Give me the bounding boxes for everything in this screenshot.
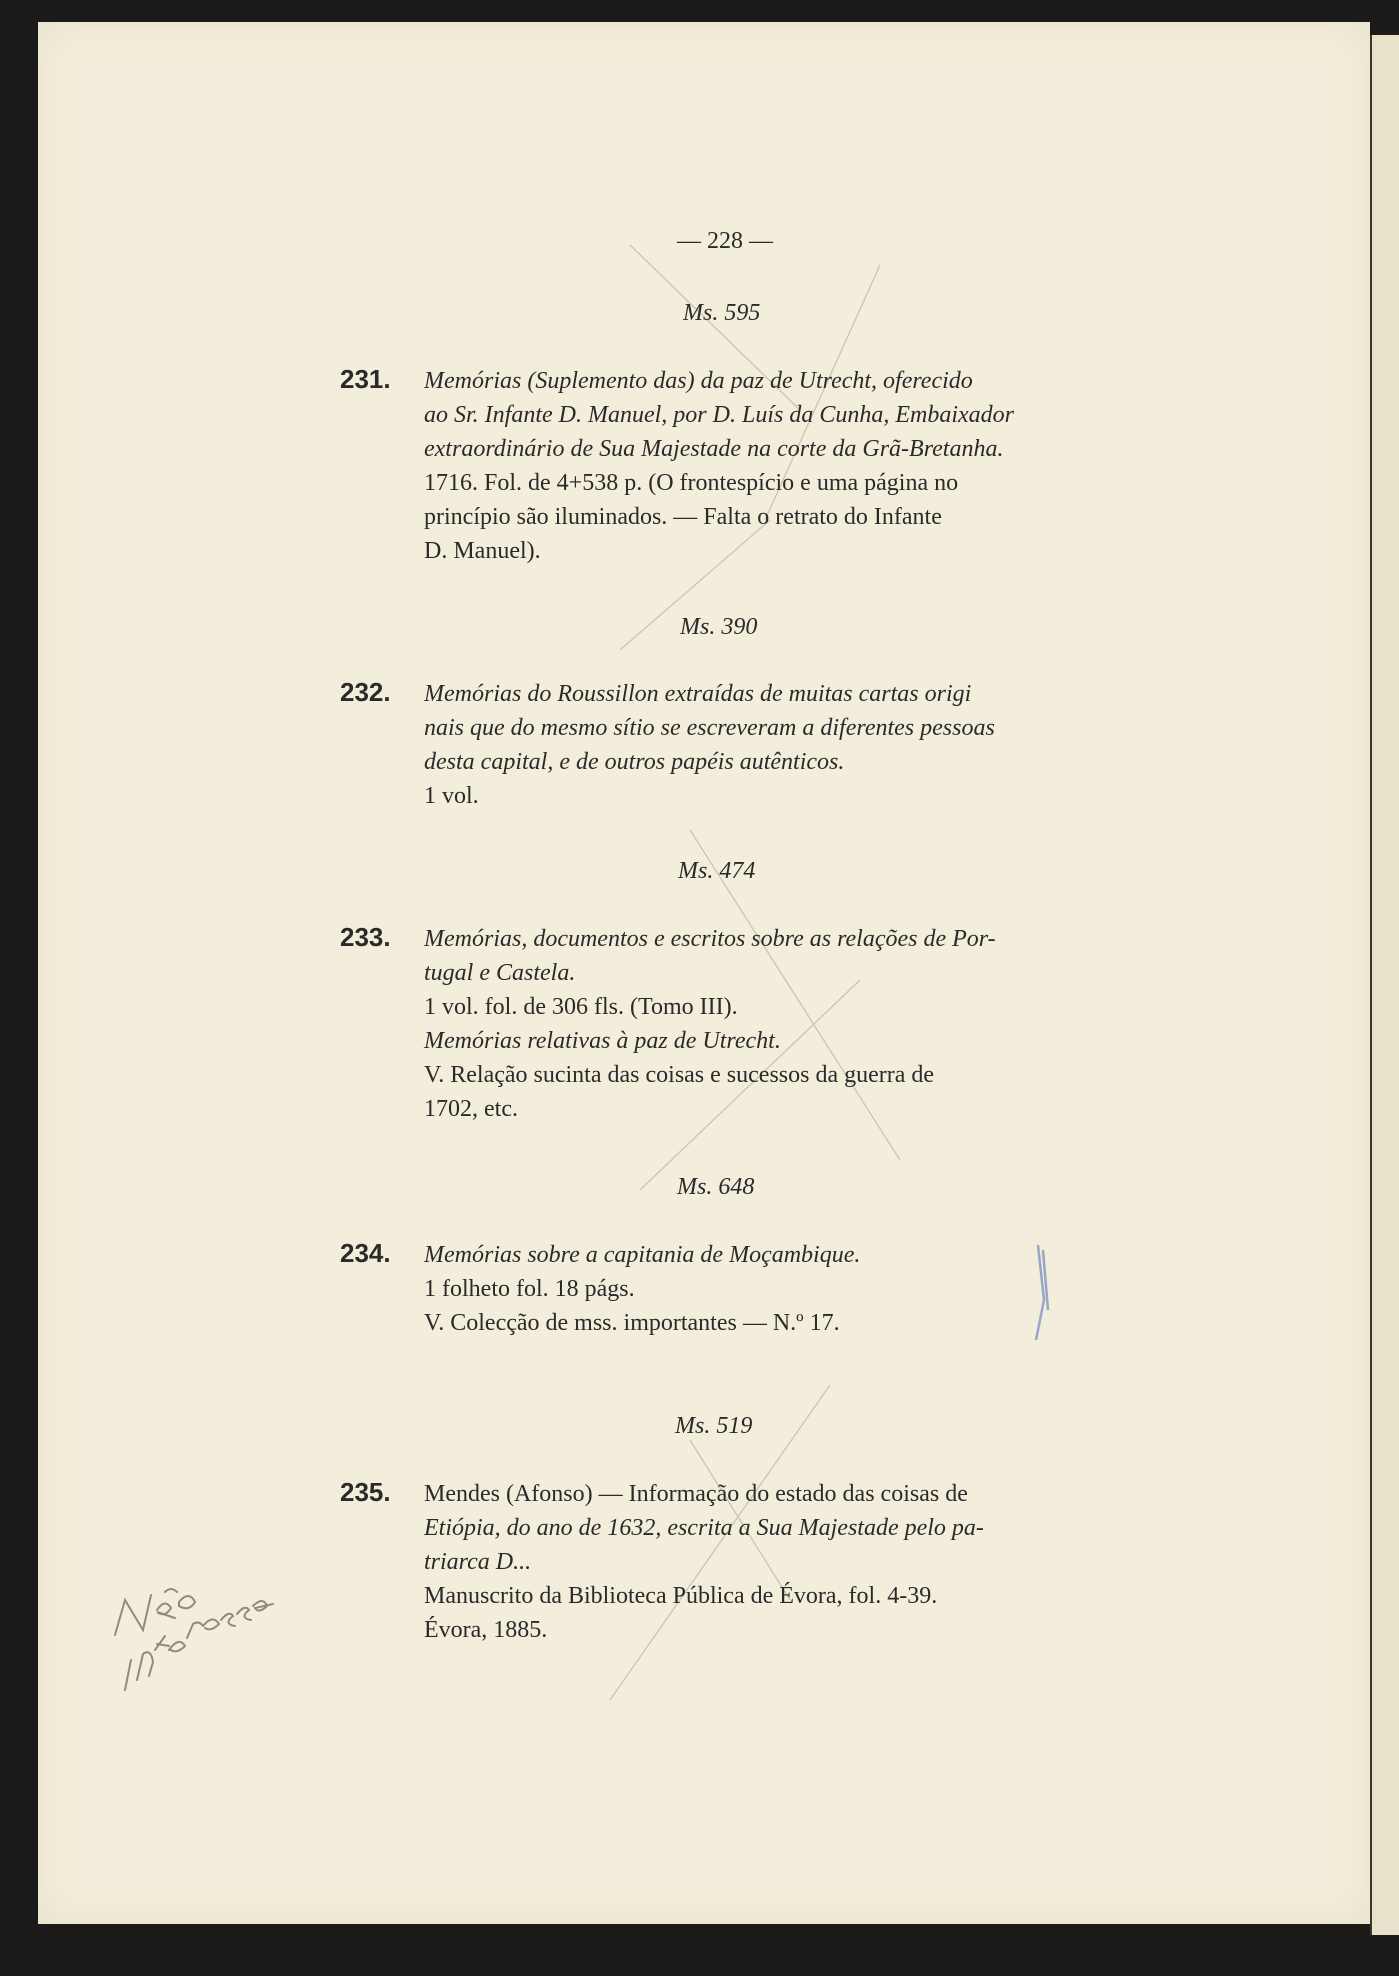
entry-line: desta capital, e de outros papéis autênticos. — [424, 749, 845, 775]
entry-number: 235. — [340, 1477, 391, 1507]
entry-line: 1 vol. fol. de 306 fls. (Tomo III). — [424, 994, 738, 1020]
ms-reference: Ms. 474 — [678, 858, 756, 884]
entry-line: Memórias relativas à paz de Utrecht. — [424, 1028, 781, 1054]
entry-line: nais que do mesmo sítio se escreveram a diferentes pessoas — [424, 715, 995, 741]
entry-line: extraordinário de Sua Majestade na corte da Grã-Bretanha. — [424, 436, 1004, 462]
ms-reference: Ms. 648 — [677, 1174, 755, 1200]
ms-reference: Ms. 390 — [680, 614, 758, 640]
entry-body — [424, 364, 1154, 568]
entry-number: 234. — [340, 1238, 391, 1268]
entry-line: Etiópia, do ano de 1632, escrita a Sua Majestade pelo pa- — [424, 1515, 984, 1541]
entry-line: Memórias sobre a capitania de Moçambique. — [424, 1242, 861, 1268]
entry-line: 1 vol. — [424, 783, 479, 809]
entry-number: 233. — [340, 922, 391, 952]
entry-body — [424, 1477, 1154, 1647]
entry-line: ao Sr. Infante D. Manuel, por D. Luís da Cunha, Embaixador — [424, 402, 1014, 428]
entry-line: Évora, 1885. — [424, 1617, 548, 1643]
entry-line: tugal e Castela. — [424, 960, 576, 986]
entry-line: triarca D... — [424, 1549, 532, 1575]
handwritten-note-image — [95, 1540, 295, 1710]
entry-body — [424, 1238, 1154, 1340]
page-number: — 228 — — [677, 228, 773, 254]
entry-line: Manuscrito da Biblioteca Pública de Évora, fol. 4-39. — [424, 1583, 938, 1609]
entry-body — [424, 677, 1154, 813]
entry-number: 232. — [340, 677, 391, 707]
entry-line: 1716. Fol. de 4+538 p. (O frontespício e uma página no — [424, 470, 959, 496]
entry-number: 231. — [340, 364, 391, 394]
entry-line: V. Relação sucinta das coisas e sucessos da guerra de — [424, 1062, 935, 1088]
entry-line: Mendes (Afonso) — Informação do estado das coisas de — [424, 1481, 968, 1507]
entry-line: D. Manuel). — [424, 538, 541, 564]
ms-reference: Ms. 595 — [683, 300, 761, 326]
entry-body — [424, 922, 1154, 1126]
next-page-edge — [1370, 35, 1399, 1935]
entry-line: Memórias, documentos e escritos sobre as relações de Por- — [424, 926, 996, 952]
entry-line: Memórias do Roussillon extraídas de muitas cartas origi — [424, 681, 972, 707]
entry-line: Memórias (Suplemento das) da paz de Utrecht, oferecido — [424, 368, 973, 394]
entry-line: 1702, etc. — [424, 1096, 518, 1122]
entry-line: 1 folheto fol. 18 págs. — [424, 1276, 635, 1302]
ms-reference: Ms. 519 — [675, 1413, 753, 1439]
entry-line: V. Colecção de mss. importantes — N.º 17. — [424, 1310, 840, 1336]
entry-line: princípio são iluminados. — Falta o retrato do Infante — [424, 504, 942, 530]
